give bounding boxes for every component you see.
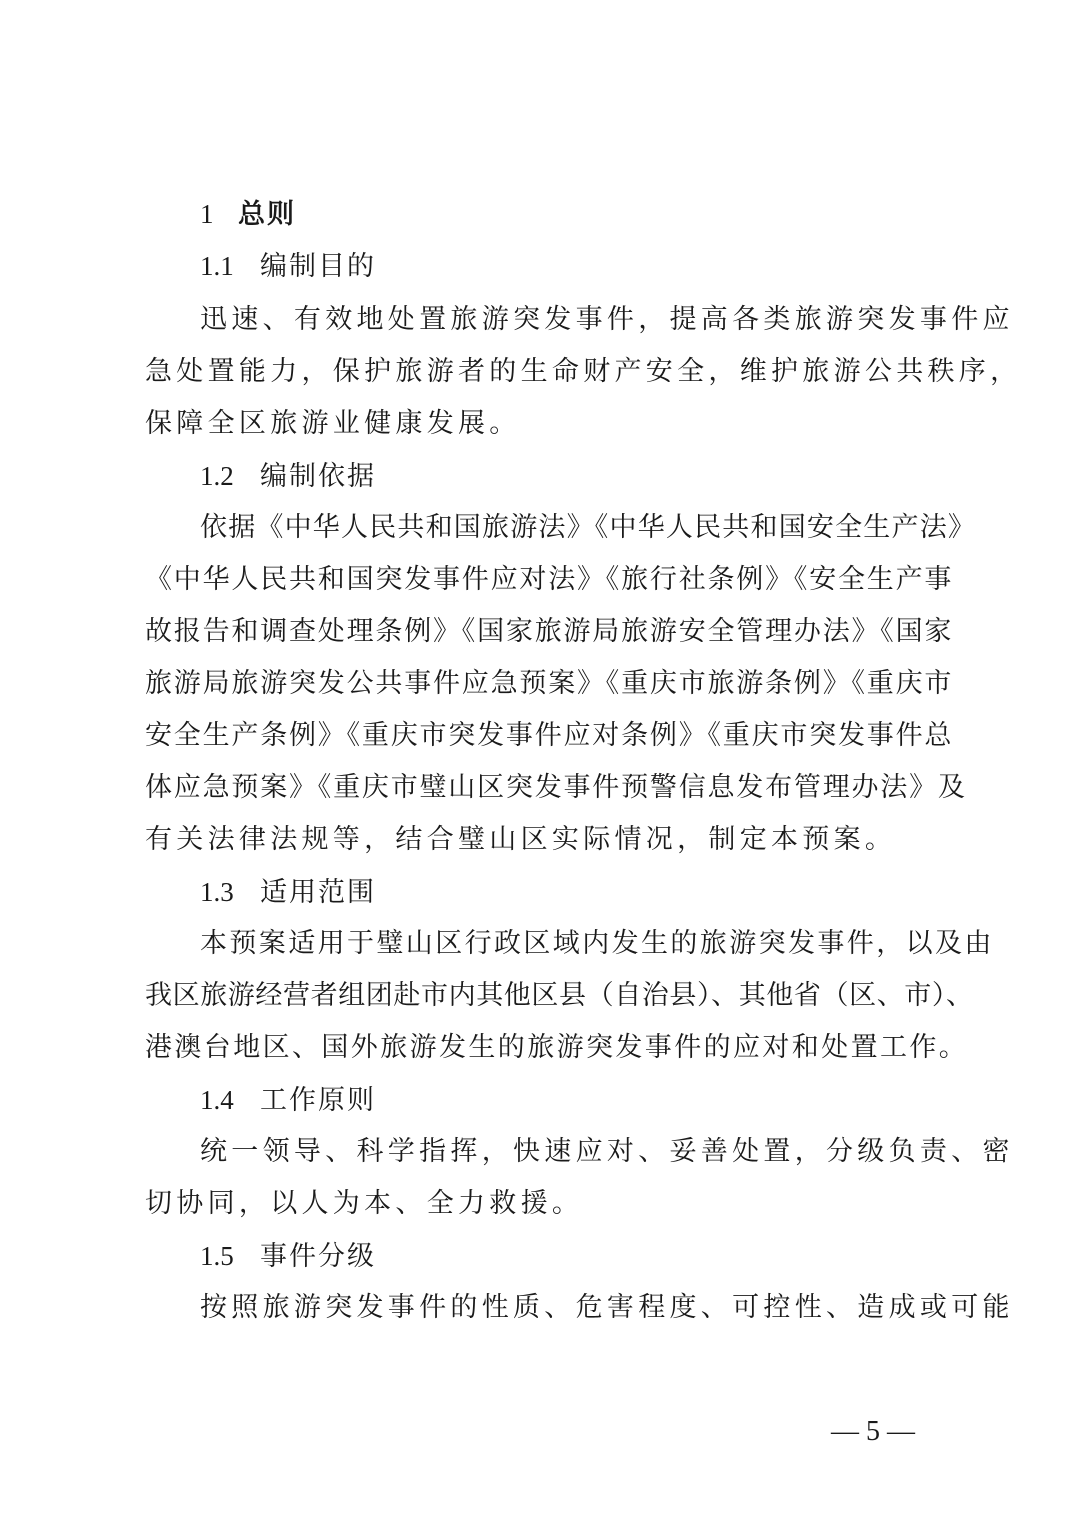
section-heading-1-2: [200, 458, 1000, 494]
paragraph-line: 本预案适用于璧山区行政区域内发生的旅游突发事件，以及由: [200, 928, 994, 959]
section-title: 总则: [238, 199, 296, 230]
paragraph-line: 故报告和调查处理条例》《国家旅游局旅游安全管理办法》《国家: [145, 616, 954, 647]
section-number: 1.2: [200, 461, 234, 491]
paragraph-line: 依据《中华人民共和国旅游法》《中华人民共和国安全生产法》: [200, 512, 977, 543]
section-number: 1.1: [200, 251, 234, 281]
section-heading-1-5: [200, 1238, 1000, 1274]
paragraph-line: 有关法律法规等，结合璧山区实际情况，制定本预案。: [145, 824, 897, 855]
paragraph-line: 旅游局旅游突发公共事件应急预案》《重庆市旅游条例》《重庆市: [145, 668, 954, 699]
section-heading-1-1: [200, 248, 1000, 284]
paragraph-line: 体应急预案》《重庆市璧山区突发事件预警信息发布管理办法》及: [145, 772, 967, 803]
paragraph-line: 港澳台地区、国外旅游发生的旅游突发事件的应对和处置工作。: [145, 1032, 969, 1063]
section-number: 1.4: [200, 1085, 234, 1115]
paragraph-line: 安全生产条例》《重庆市突发事件应对条例》《重庆市突发事件总: [145, 720, 954, 751]
section-number: 1.3: [200, 877, 234, 907]
section-heading-1-3: [200, 874, 1000, 910]
section-title: 适用范围: [260, 877, 376, 908]
paragraph-line: 急处置能力，保护旅游者的生命财产安全，维护旅游公共秩序，: [145, 356, 1022, 387]
section-number: 1.5: [200, 1241, 234, 1271]
paragraph-line: 迅速、有效地处置旅游突发事件，提高各类旅游突发事件应: [200, 304, 1014, 335]
paragraph-line: 统一领导、科学指挥，快速应对、妥善处置，分级负责、密: [200, 1136, 1014, 1167]
section-title: 工作原则: [260, 1085, 376, 1116]
section-title: 事件分级: [260, 1241, 376, 1272]
paragraph-line: 保障全区旅游业健康发展。: [145, 408, 521, 439]
section-title: 编制依据: [260, 461, 376, 492]
section-number: 1: [200, 199, 214, 229]
section-heading-1-4: [200, 1082, 1000, 1118]
paragraph-line: 《中华人民共和国突发事件应对法》《旅行社条例》《安全生产事: [145, 564, 954, 595]
paragraph-line: 按照旅游突发事件的性质、危害程度、可控性、造成或可能: [200, 1292, 1014, 1323]
section-title: 编制目的: [260, 251, 376, 282]
page-number: — 5 —: [831, 1416, 915, 1447]
paragraph-line: 切协同，以人为本、全力救援。: [145, 1188, 584, 1219]
paragraph-line: 我区旅游经营者组团赴市内其他区县（自治县）、其他省（区、市）、: [145, 980, 974, 1011]
section-heading-1: [200, 196, 1000, 232]
